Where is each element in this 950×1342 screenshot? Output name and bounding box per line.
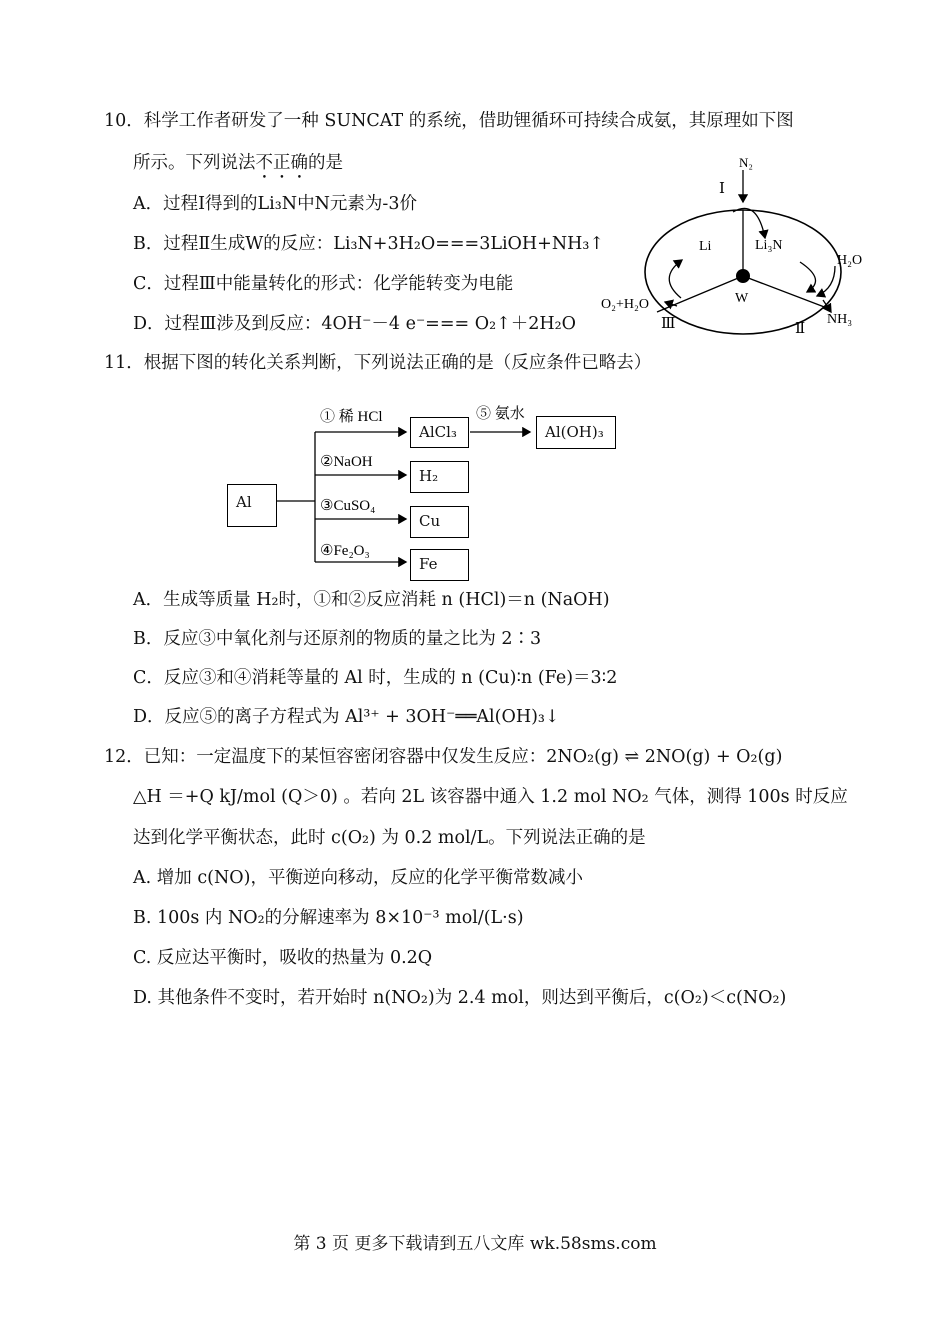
q10-number: 10．	[104, 111, 144, 131]
q12-option-a: A. 增加 c(NO)，平衡逆向移动，反应的化学平衡常数减小	[133, 868, 583, 888]
reagent-r5: ⑤ 氨水	[476, 406, 525, 422]
label-n2: N₂	[739, 155, 753, 170]
reagent-r4: ④Fe₂O₃	[320, 543, 370, 559]
process-iii-arrow	[669, 260, 682, 298]
label-li: Li	[699, 239, 712, 254]
label-li3n: Li₃N	[755, 238, 783, 253]
q12-stem-line2: △H ＝+Q kJ/mol (Q＞0) 。若向 2L 该容器中通入 1.2 mol NO₂ 气体，测得 100s 时反应	[133, 787, 848, 807]
box-fe: Fe	[410, 549, 469, 581]
q10-option-c: C．过程Ⅲ中能量转化的形式：化学能转变为电能	[133, 274, 514, 294]
page-footer: 第 3 页 更多下载请到五八文库 wk.58sms.com	[293, 1234, 657, 1254]
q10-lithium-cycle-diagram	[595, 150, 875, 340]
q10-stem-text: 科学工作者研发了一种 SUNCAT 的系统，借助锂循环可持续合成氨，其原理如下图	[143, 111, 794, 131]
q11-option-a: A．生成等质量 H₂时，①和②反应消耗 n (HCl)＝n (NaOH)	[133, 590, 610, 610]
q12-option-d: D. 其他条件不变时，若开始时 n(NO₂)为 2.4 mol，则达到平衡后，c(O₂)＜c(NO₂)	[133, 988, 787, 1008]
box-cu: Cu	[410, 506, 469, 538]
h2o-input-arrow	[817, 266, 835, 296]
q11-option-b: B．反应③中氧化剂与还原剂的物质的量之比为 2∶3	[133, 629, 542, 649]
q12-stem-text1: 已知：一定温度下的某恒容密闭容器中仅发生反应：2NO₂(g) ⇌ 2NO(g) + O₂(g)	[143, 747, 783, 767]
q11-number: 11．	[104, 353, 144, 373]
label-process-i: Ⅰ	[719, 181, 725, 197]
q12-option-b: B. 100s 内 NO₂的分解速率为 8×10⁻³ mol/(L·s)	[133, 908, 524, 928]
label-process-ii: Ⅱ	[795, 321, 806, 337]
label-process-iii: Ⅲ	[661, 316, 676, 332]
label-w: W	[735, 291, 749, 306]
reagent-r2: ②NaOH	[320, 454, 373, 470]
q10-stem-line2	[133, 152, 343, 183]
q11-option-d: D．反应⑤的离子方程式为 Al³⁺ + 3OH⁻══Al(OH)₃↓	[133, 707, 560, 727]
reagent-r1: ① 稀 HCl	[320, 409, 383, 425]
q12-stem-line1	[104, 746, 782, 768]
divider-right	[743, 276, 827, 308]
label-h2o: H₂O	[837, 253, 863, 268]
q12-number: 12．	[104, 747, 144, 767]
q10-option-a: A．过程Ⅰ得到的Li₃N中N元素为-3价	[133, 194, 417, 214]
q12-option-c: C. 反应达平衡时，吸收的热量为 0.2Q	[133, 948, 433, 968]
reagent-r3: ③CuSO₄	[320, 498, 376, 514]
q11-option-c: C．反应③和④消耗等量的 Al 时，生成的 n (Cu)∶n (Fe)＝3∶2	[133, 668, 618, 688]
q10-stem-line1	[104, 110, 794, 132]
box-al: Al	[227, 484, 277, 527]
q11-stem-text: 根据下图的转化关系判断，下列说法正确的是（反应条件已略去）	[143, 353, 652, 373]
q11-stem	[104, 352, 651, 374]
q10-stem-pre: 所示。下列说法	[133, 153, 256, 173]
box-aloh3: Al(OH)₃	[536, 416, 616, 449]
process-ii-arrow	[800, 262, 816, 292]
q12-stem-line3: 达到化学平衡状态，此时 c(O₂) 为 0.2 mol/L。下列说法正确的是	[133, 828, 646, 848]
box-h2: H₂	[410, 461, 469, 493]
q10-option-b: B．过程Ⅱ生成W的反应：Li₃N+3H₂O===3LiOH+NH₃↑	[133, 234, 605, 254]
q10-stem-post: 的是	[308, 153, 343, 173]
q10-stem-emphasis: 不正确	[255, 153, 308, 173]
label-o2-h2o: O₂+H₂O	[601, 297, 649, 312]
label-nh3: NH₃	[827, 312, 853, 327]
q10-option-d: D．过程Ⅲ涉及到反应：4OH⁻－4 e⁻=== O₂↑＋2H₂O	[133, 314, 577, 334]
center-node	[736, 269, 750, 283]
box-alcl3: AlCl₃	[410, 417, 469, 448]
process-i-arrow	[733, 208, 765, 238]
